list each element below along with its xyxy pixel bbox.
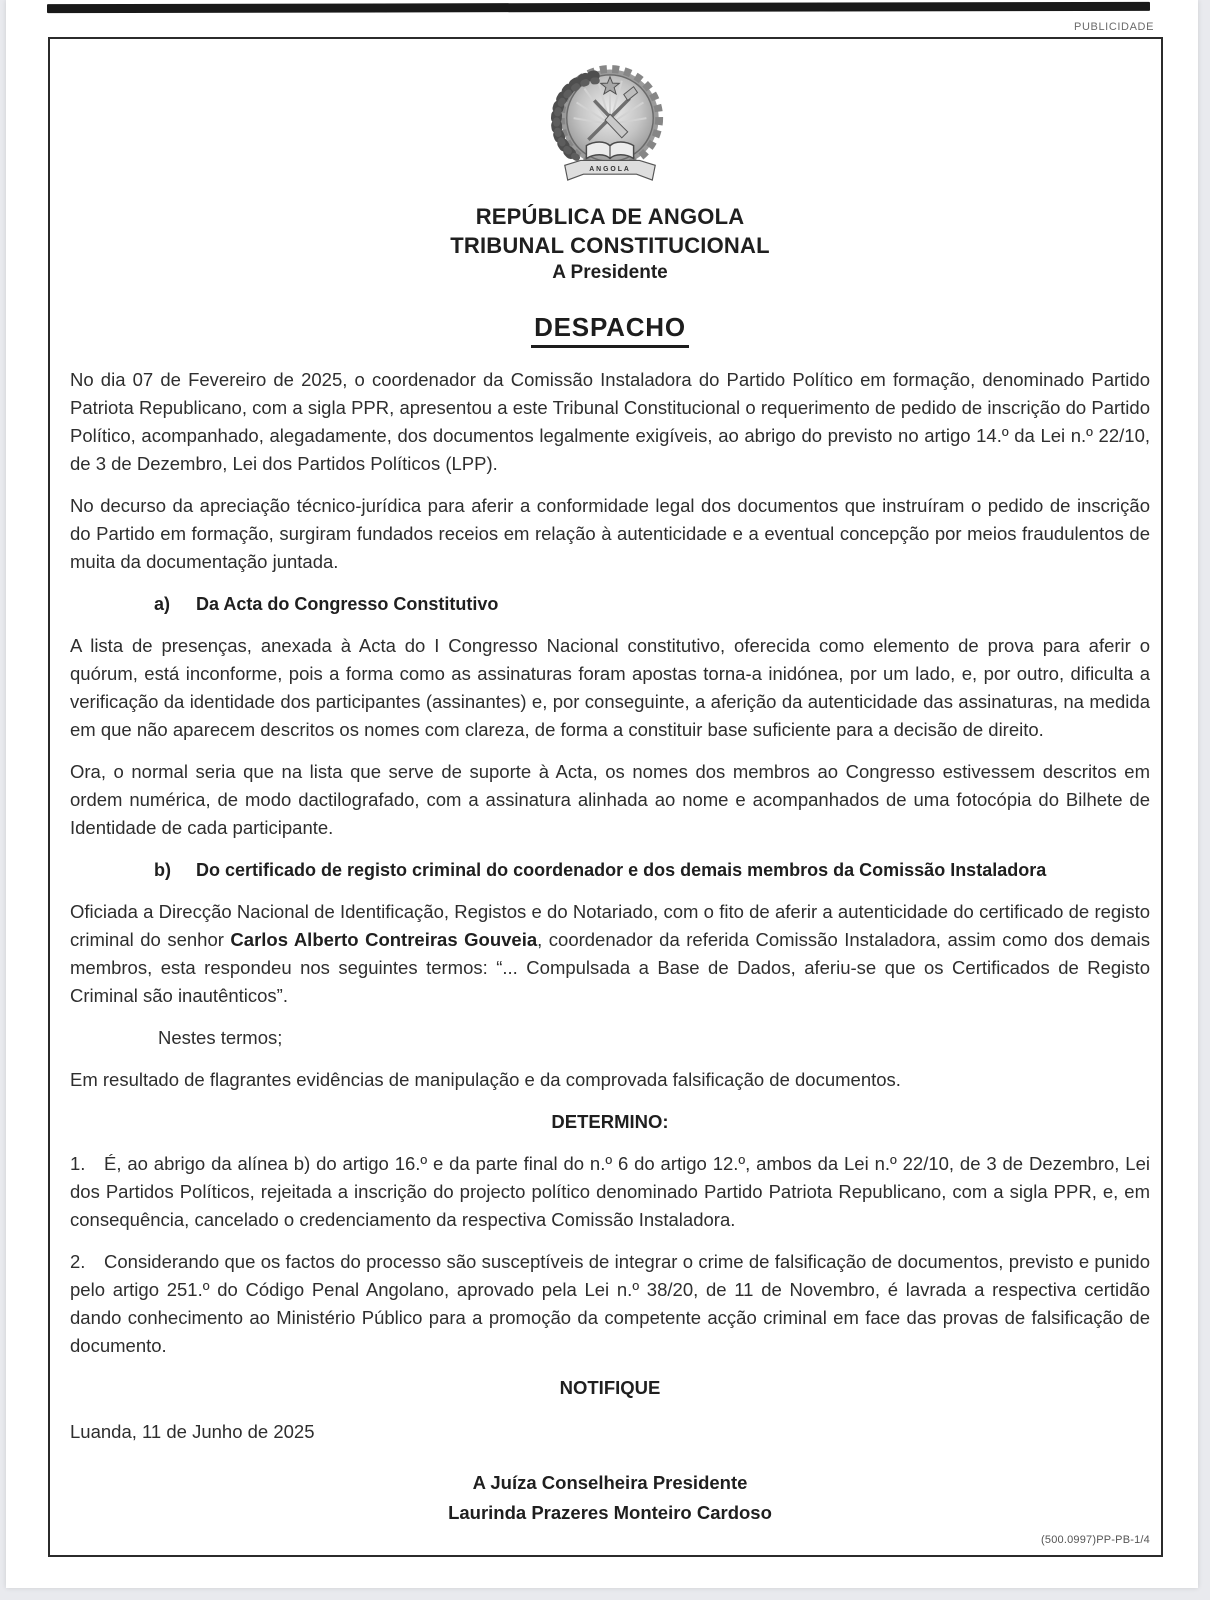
title-container [70,312,1150,348]
section-b-label: b) [154,860,171,880]
determino-heading: DETERMINO: [551,1111,669,1132]
decision-item-1 [70,1150,1150,1234]
paragraph-4: Ora, o normal seria que na lista que serve de suporte à Acta, os nomes dos membros ao Congresso estivessem descritos em ordem numérica, de modo dactilografado, com a assinatura alinhada ao nome e acompanhados de uma fotocópia do Bilhete de Identidade de cada participante. [70,761,1150,838]
decision-item-2 [70,1248,1150,1360]
emblem-container [70,63,1150,194]
office-name: A Presidente [552,262,668,283]
paragraph-6: Em resultado de flagrantes evidências de manipulação e da comprovada falsificação de documentos. [70,1069,901,1090]
coordinator-name: Carlos Alberto Contreiras Gouveia [230,929,538,950]
angola-coat-of-arms-icon [551,63,669,189]
nestes-termos-line: Nestes termos; [158,1027,283,1048]
emblem-banner-text: ANGOLA [589,166,631,174]
paragraph-5-before: Oficiada a Direcção Nacional de Identificação, Registos e do Notariado, com o fito de aferir a autenticidade do certificado de registo criminal do senhor [70,901,1150,950]
paragraph-5 [70,898,1150,1010]
section-b-heading [70,856,1150,884]
document-title: DESPACHO [531,312,689,348]
document-content [50,39,1161,1555]
dateline: Luanda, 11 de Junho de 2025 [70,1421,315,1442]
item-2-number: 2. [70,1251,86,1272]
court-name: TRIBUNAL CONSTITUCIONAL [450,233,770,258]
scanned-document-page [6,0,1198,1588]
document-border-box [48,37,1163,1557]
letterhead [70,202,1150,286]
paragraph-2: No decurso da apreciação técnico-jurídica para aferir a conformidade legal dos documentos que instruíram o pedido de inscrição do Partido em formação, surgiram fundados receios em relação à autenticidade e a eventual concepção por meios fraudulentos de muita da documentação juntada. [70,495,1150,572]
signature-block [70,1468,1150,1528]
item-1-text: É, ao abrigo da alínea b) do artigo 16.º e da parte final do n.º 6 do artigo 12.º, ambos da Lei n.º 22/10, de 3 de Dezembro, Lei dos Partidos Políticos, rejeitada a inscrição do projecto político denominado Partido Patriota Republicano, com a sigla PPR, e, em consequência, cancelado o credenciamento da respectiva Comissão Instaladora. [70,1153,1150,1230]
section-a-heading [70,590,1150,618]
notifique-heading: NOTIFIQUE [559,1377,661,1398]
document-body [70,366,1150,1528]
document-reference-code: (500.0997)PP-PB-1/4 [1041,1534,1150,1546]
paragraph-5-after: , coordenador da referida Comissão Instaladora, assim como dos demais membros, esta respondeu nos seguintes termos: “... Compulsada a Base de Dados, aferiu-se que os Certificados de Registo Criminal são inautênticos”. [70,929,1150,1006]
section-a-label: a) [154,594,171,614]
signature-title: A Juíza Conselheira Presidente [472,1472,748,1493]
country-name: REPÚBLICA DE ANGOLA [475,204,745,229]
signature-name: Laurinda Prazeres Monteiro Cardoso [448,1502,772,1523]
section-b-title: Do certificado de registo criminal do coordenador e dos demais membros da Comissão Instaladora [196,860,1047,880]
item-1-number: 1. [70,1153,86,1174]
publicidade-label: PUBLICIDADE [1074,21,1154,33]
paragraph-3: A lista de presenças, anexada à Acta do I Congresso Nacional constitutivo, oferecida como elemento de prova para aferir o quórum, está inconforme, pois a forma como as assinaturas foram apostas torna-a inidónea, por um lado, e, por outro, dificulta a verificação da identidade dos participantes (assinantes) e, por conseguinte, a aferição da autenticidade das assinaturas, na medida em que não aparecem descritos os nomes com clareza, de forma a constituir base suficiente para a decisão de direito. [70,635,1150,740]
paragraph-1: No dia 07 de Fevereiro de 2025, o coordenador da Comissão Instaladora do Partido Político em formação, denominado Partido Patriota Republicano, com a sigla PPR, apresentou a este Tribunal Constitucional o requerimento de pedido de inscrição do Partido Político, acompanhado, alegadamente, dos documentos legalmente exigíveis, ao abrigo do previsto no artigo 14.º da Lei n.º 22/10, de 3 de Dezembro, Lei dos Partidos Políticos (LPP). [70,369,1150,474]
item-2-text: Considerando que os factos do processo são susceptíveis de integrar o crime de falsificação de documentos, previsto e punido pelo artigo 251.º do Código Penal Angolano, aprovado pela Lei n.º 38/20, de 11 de Novembro, é lavrada a respectiva certidão dando conhecimento ao Ministério Público para a promoção da competente acção criminal em face das provas de falsificação de documento. [70,1251,1150,1356]
top-black-bar [47,2,1150,13]
section-a-title: Da Acta do Congresso Constitutivo [196,594,499,614]
